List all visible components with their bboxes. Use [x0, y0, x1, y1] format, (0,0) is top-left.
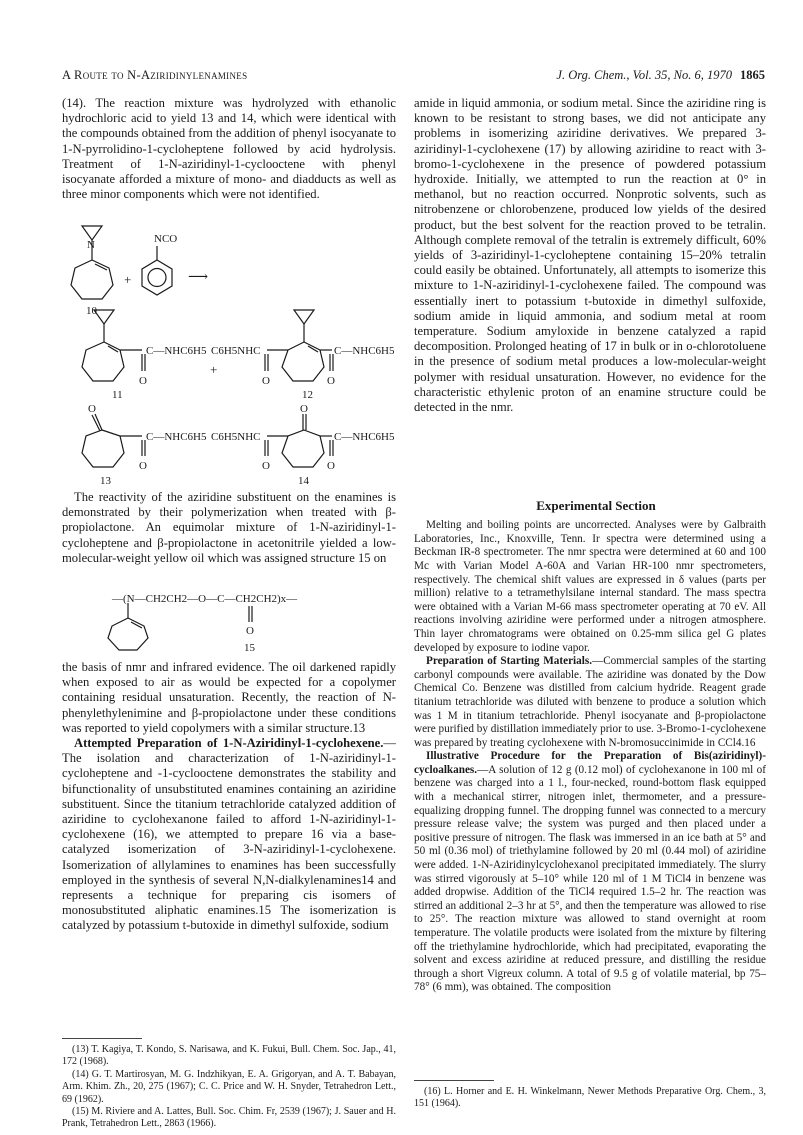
left-paragraph-3: the basis of nmr and infrared evidence. The oil darkened rapidly when exposed to air as would be expected for a copolymer containing residual unsaturation. Recently, the reaction of N-phenylethylenimine and β-propiolactone under these conditions was reported to yield copolymers with a similar structure.13 — [62, 660, 396, 735]
journal-name: J. Org. Chem., Vol. 35, No. 6, 1970 — [556, 68, 732, 82]
compound-13-ketone-oxygen: O — [88, 403, 96, 415]
left-paragraph-4 — [62, 736, 396, 934]
compound-11-structure — [82, 310, 145, 381]
compound-10-structure — [71, 226, 113, 299]
phenyl-isocyanate-structure — [142, 246, 172, 295]
right-paragraph-1: amide in liquid ammonia, or sodium metal. Since the aziridine ring is known to be resistant to strong bases, we did not anticipate any problems in isomerizing aziridine derivatives. We prepared 3-aziridinyl-1-cyclohexene (17) by allowing aziridine to react with 3-bromo-1-cyclohexene in the presence of powdered potassium hydroxide. Initially, we attempted to run the reaction at 0° in methanol, but no reaction occurred. Nonprotic solvents, such as nitrobenzene or chlorobenzene, produced low yields of the desired product, but the best solvent for the reaction proved to be tetralin. Although complete removal of the tetralin is extremely difficult, 60% yields of 3-aziridinyl-1-cycloheptene containing 15–20% tetralin could easily be obtained. Unfortunately, all attempts to isomerize this mixture to 1-N-aziridinyl-1-cyclohexene failed. The compound was essentially inert to potassium t-butoxide in dimethyl sulfoxide, sodium amide in liquid ammonia, and sodium metal at room temperature. Sodium amyloxide in benzene catalyzed a rapid decomposition. Prolonged heating of 17 in bulk or in o-chlorotoluene in the presence of sodium metal produces a low-molecular-weight polymer with residual unsaturation. However, no evidence for the characteristic ethylenic proton of an enamine structure could be detected in the nmr. — [414, 96, 766, 415]
compound-12-structure — [265, 310, 333, 381]
compound-12-oxygen-left: O — [262, 375, 270, 387]
compound-label-12: 12 — [302, 389, 313, 401]
compound-12-oxygen-right: O — [327, 375, 335, 387]
footnote-15: (15) M. Riviere and A. Lattes, Bull. Soc. Chim. Fr, 2539 (1967); J. Sauer and H. Prank, Tetrahedron Lett., 2863 (1966). — [62, 1106, 396, 1130]
nco-label: NCO — [154, 233, 178, 245]
compound-label-10: 10 — [86, 305, 97, 317]
footnote-14: (14) G. T. Martirosyan, M. G. Indzhikyan, E. A. Grigoryan, and A. T. Babayan, Arm. Khim. Zh., 20, 275 (1967); C. C. Price and W. H. Snyder, Tetrahedron Lett., 69 (1962). — [62, 1068, 396, 1105]
section-heading-attempted-preparation: Attempted Preparation of 1-N-Aziridinyl-1-cyclohexene. — [74, 736, 384, 751]
left-column-bottom — [62, 660, 396, 934]
compound-label-11: 11 — [112, 389, 123, 401]
page-header — [62, 68, 765, 84]
compound-14-right-chain: C—NHC6H5 — [334, 431, 395, 443]
page-number: 1865 — [740, 68, 765, 82]
footnote-16: (16) L. Horner and E. H. Winkelmann, Newer Methods Preparative Org. Chem., 3, 151 (1964). — [414, 1086, 766, 1110]
footnotes-right — [414, 1086, 766, 1111]
experimental-paragraph-3 — [414, 750, 766, 995]
compound-label-14: 14 — [298, 475, 309, 486]
experimental-paragraph-3-body: —A solution of 12 g (0.12 mol) of cyclohexanone in 100 ml of benzene was charged into a 1 l., four-necked, round-bottom flask equipped with a mechanical stirrer, nitrogen inlet, thermometer, and a pressure-equalizing dropping funnel. The dropping funnel was connected to a mercury pressure release valve; the system was purged and then placed under a positive pressure of nitrogen. The flask was immersed in an ice bath at 5° and 50 ml (0.36 mol) of triethylamine followed by 20 ml (0.44 mol) of aziridine were added. 1-N-Aziridinylcyclohexanol precipitated immediately. The slurry was stirred vigorously at 5–10° while 120 ml of 1 M TiCl4 in benzene was added dropwise. Addition of the TiCl4 required 1.5–2 hr. The reaction was stirred an additional 2–3 hr at 5°, and then the temperature was allowed to rise to 25°. The reaction mixture was allowed to stand overnight at room temperature. The volatile products were isolated from the mixture by filtering off the triethylamine hydrochloride, which had precipitated, evaporating the solvent and excess aziridine at reduced pressure, and distilling the residue through a short Vigreux column. A total of 9.5 g of volatile material, bp 75–78° (6 mm), was obtained. The composition — [414, 763, 766, 994]
left-column-middle — [62, 490, 396, 566]
footnote-rule-right — [414, 1080, 494, 1081]
compound-11-oxygen: O — [139, 375, 147, 387]
reaction-arrow: ⟶ — [188, 270, 209, 285]
plus-sign-1: + — [124, 272, 132, 287]
plus-sign-2: + — [210, 362, 218, 377]
compound-13-side-chain: C—NHC6H5 — [146, 431, 207, 443]
reaction-scheme-figure — [62, 218, 396, 486]
compound-11-side-chain: C—NHC6H5 — [146, 345, 207, 357]
journal-citation — [556, 68, 765, 83]
footnote-13: (13) T. Kagiya, T. Kondo, S. Narisawa, and K. Fukui, Bull. Chem. Soc. Jap., 41, 172 (1968). — [62, 1044, 396, 1068]
experimental-section-title: Experimental Section — [536, 498, 656, 513]
compound-12-right-chain: C—NHC6H5 — [334, 345, 395, 357]
heading-illustrative-procedure: Illustrative Procedure for the Preparation of Bis(aziridinyl)-cycloalkanes. — [414, 750, 766, 776]
compound-14-ketone-oxygen: O — [300, 403, 308, 415]
compound-12-left-chain: C6H5NHC — [211, 345, 261, 357]
compound-14-structure — [265, 414, 333, 467]
left-paragraph-1: (14). The reaction mixture was hydrolyzed with ethanolic hydrochloric acid to yield 13 and 14, which were identical with the compounds obtained from the addition of phenyl isocyanate to 1-N-pyrrolidino-1-cycloheptene followed by acid hydrolysis. Treatment of 1-N-aziridinyl-1-cyclooctene with phenyl isocyanate afforded a mixture of mono- and diadducts as well as three minor components which were not identified. — [62, 96, 397, 202]
left-paragraph-4-body: —The isolation and characterization of 1-N-aziridinyl-1-cycloheptene and -1-cyclooctene demonstrates the stability and bifunctionality of unsubstituted enamines containing an aziridine substituent. Since the titanium tetrachloride catalyzed addition of aziridine to cyclohexanone failed to afford 1-N-aziridinyl-1-cyclohexene (16), we attempted to prepare 16 via a base-catalyzed isomerization of 3-N-aziridinyl-1-cyclohexene. Isomerization of allylamines to enamines has been successfully employed in the synthesis of several N,N-dialkylenamines14 and represents a technique for preparing cis isomers of monosubstituted aliphatic enamines.15 The isomerization is catalyzed by potassium t-butoxide in dimethyl sulfoxide, sodium — [62, 736, 396, 933]
heading-starting-materials: Preparation of Starting Materials. — [426, 655, 593, 668]
compound-14-left-chain: C6H5NHC — [211, 431, 261, 443]
right-column-top — [414, 96, 766, 415]
compound-14-oxygen-right: O — [327, 460, 335, 472]
n-atom-label: N — [87, 239, 95, 251]
compound-13-oxygen: O — [139, 460, 147, 472]
compound-13-structure — [82, 414, 145, 467]
experimental-paragraph-2-body: —Commercial samples of the starting carbonyl compounds were available. The aziridine was donated by the Dow Chemical Co. Benzene was distilled from calcium hydride. Reagent grade titanium tetrachloride was diluted with benzene to produce a solution which was 1 M in titanium tetrachloride. Phenyl isocyanate and β-propiolactone were purified by distillation immediately prior to use. 3-Bromo-1-cyclohexene was prepared by treating cyclohexene with N-bromosuccinimide in CCl4.16 — [414, 655, 766, 749]
polymer-structure-15 — [62, 578, 396, 658]
footnote-rule-left — [62, 1038, 142, 1039]
experimental-body — [414, 519, 766, 995]
experimental-paragraph-2 — [414, 655, 766, 750]
experimental-section — [414, 498, 766, 995]
compound-label-15: 15 — [244, 642, 255, 654]
polymer-carbonyl-oxygen: O — [246, 625, 254, 637]
running-title: A Route to N-Aziridinylenamines — [62, 68, 248, 82]
left-paragraph-2: The reactivity of the aziridine substituent on the enamines is demonstrated by their polymerization when treated with β-propiolactone. An equimolar mixture of 1-N-aziridinyl-1-cycloheptene and β-propiolactone in acetonitrile yielded a low-molecular-weight yellow oil which was assigned structure 15 on — [62, 490, 396, 565]
polymer-chain-formula: —(N—CH2CH2—O—C—CH2CH2)x— — [112, 593, 298, 605]
compound-label-13: 13 — [100, 475, 111, 486]
compound-14-oxygen-left: O — [262, 460, 270, 472]
experimental-paragraph-1: Melting and boiling points are uncorrected. Analyses were by Galbraith Laboratories, Inc., Knoxville, Tenn. Ir spectra were determined using a Beckman IR-8 spectrometer. The nmr spectra were determined at 60 and 100 Mc with Varian Model A-60A and Varian HR-100 nmr spectrometers, respectively. The chemical shift values are expressed in δ values (parts per million) relative to a tetramethylsilane internal standard. The mass spectra were obtained with a Varian M-66 mass spectrometer operating at 70 eV. All reactions involving aziridine were performed under a nitrogen atmosphere. Thin layer chromatograms were obtained on 0.25-mm silica gel G plates developed by exposure to iodine vapor. — [414, 519, 766, 654]
left-column-top — [62, 96, 396, 202]
footnotes-left — [62, 1044, 396, 1131]
